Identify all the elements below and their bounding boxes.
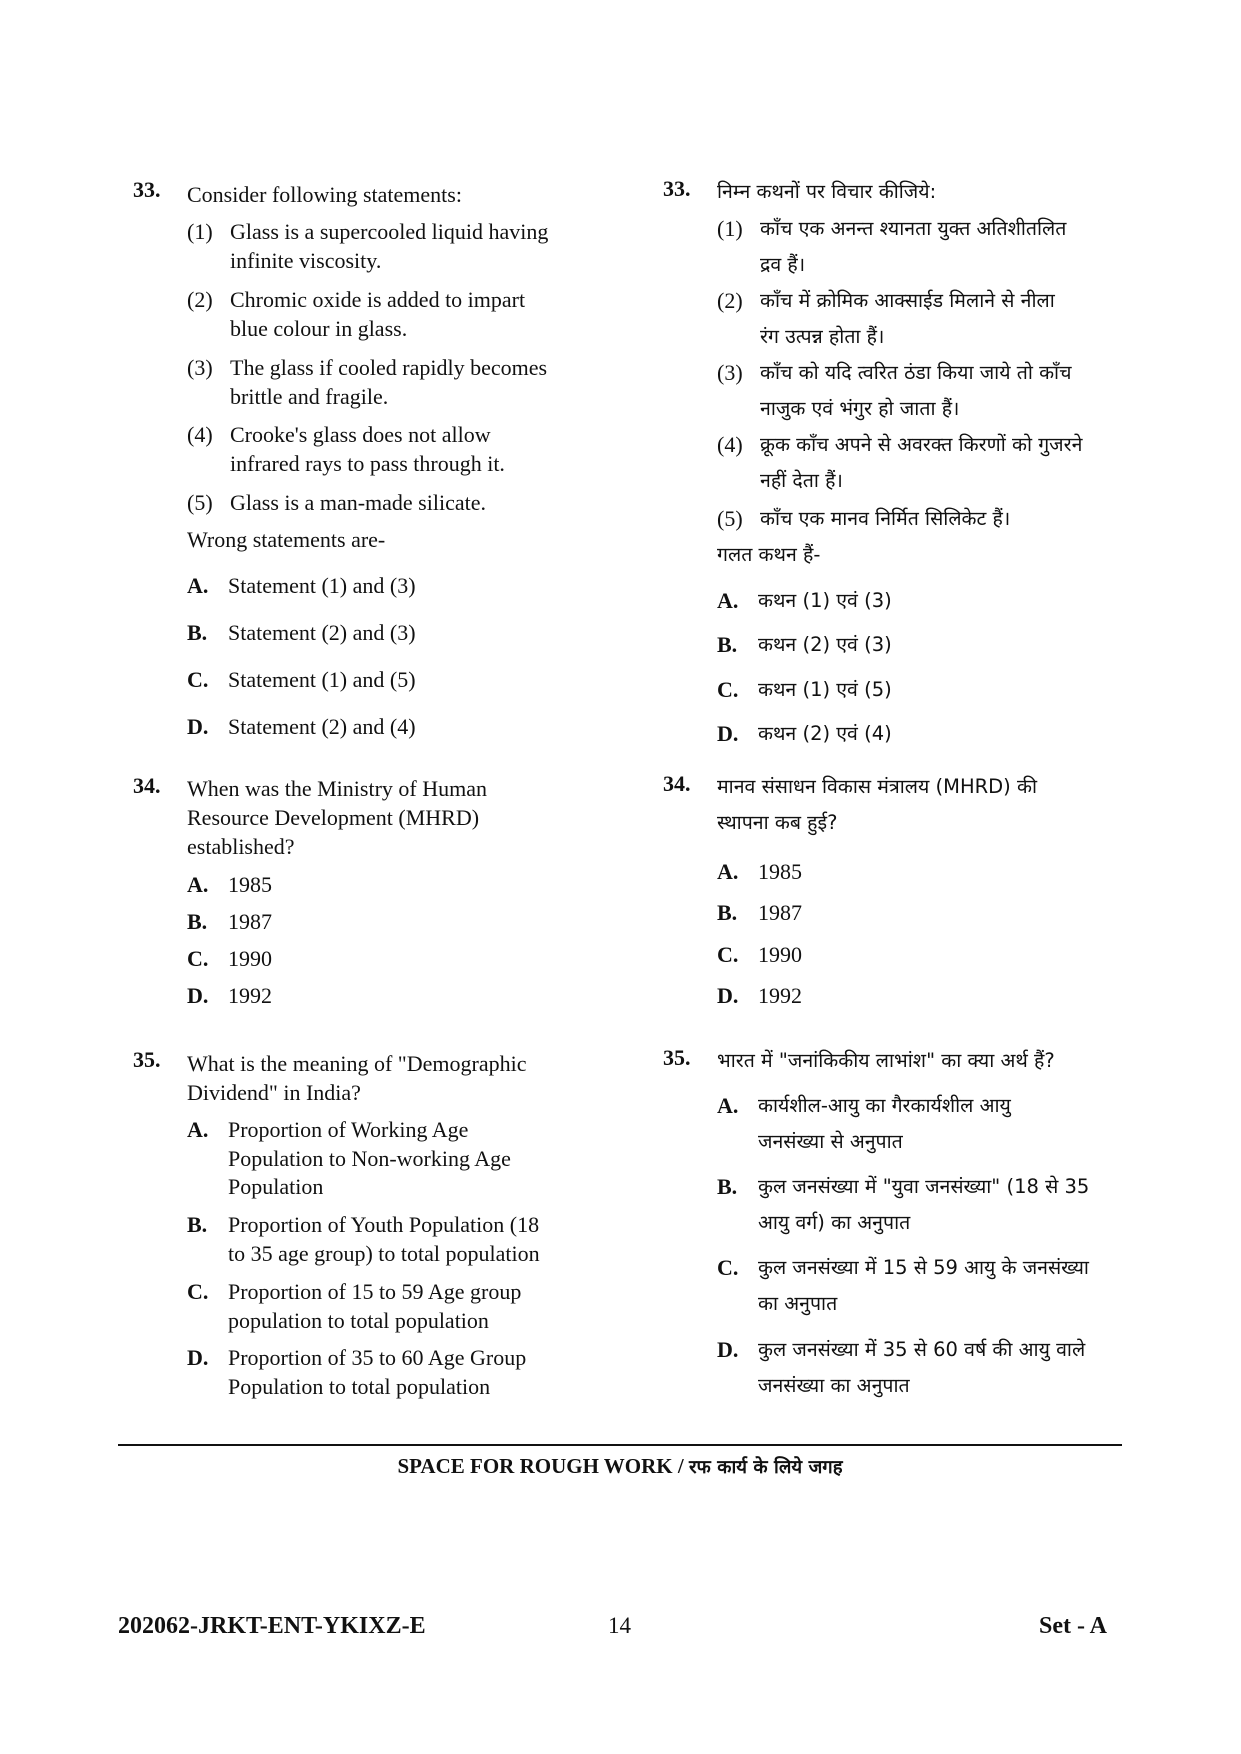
- q33-hi-option-d-key: D.: [717, 721, 739, 746]
- q34-en-line1: When was the Ministry of Human: [187, 776, 487, 801]
- q33-hi-option-d: कथन (2) एवं (4): [758, 722, 892, 745]
- q35-number: 35.: [133, 1047, 161, 1072]
- q33-en-option-d-key: D.: [187, 714, 209, 739]
- q33-number: 33.: [133, 177, 161, 202]
- q35-en-line2: Dividend" in India?: [187, 1080, 361, 1105]
- rough-work-label: [118, 1454, 1122, 1479]
- q33-en-s3-l1: The glass if cooled rapidly becomes: [230, 355, 548, 380]
- q35-en-option-d-l1: Proportion of 35 to 60 Age Group: [228, 1345, 527, 1370]
- q33-en-s3-l2: brittle and fragile.: [230, 384, 389, 409]
- q35-en-option-b-l2: to 35 age group) to total population: [228, 1241, 540, 1266]
- q33-hi-s4-l2: नहीं देता हैं।: [760, 469, 843, 492]
- q35-hi-option-d-key: D.: [717, 1337, 739, 1362]
- q35-hi-option-d-l1: कुल जनसंख्या में 35 से 60 वर्ष की आयु वाले: [758, 1338, 1086, 1361]
- q35-en-option-a-key: A.: [187, 1117, 209, 1142]
- q33-en-option-d: Statement (2) and (4): [228, 714, 416, 739]
- rough-work-en: SPACE FOR ROUGH WORK /: [397, 1454, 689, 1478]
- q35-hi-option-b-l2: आयु वर्ग) का अनुपात: [758, 1211, 911, 1234]
- q33-hi-s2-num: (2): [717, 288, 743, 313]
- q33-en-s5-l1: Glass is a man-made silicate.: [230, 490, 486, 515]
- q34-hi-option-c: 1990: [758, 942, 802, 967]
- q33-en-s4-l1: Crooke's glass does not allow: [230, 422, 491, 447]
- q33-en-option-a: Statement (1) and (3): [228, 573, 416, 598]
- q34-number: 34.: [133, 773, 161, 798]
- q35-hi-line1: भारत में "जनांकिकीय लाभांश" का क्या अर्थ हैं?: [717, 1049, 1055, 1072]
- q35-en-option-c-l1: Proportion of 15 to 59 Age group: [228, 1279, 522, 1304]
- q35-hi-option-b-l1: कुल जनसंख्या में "युवा जनसंख्या" (18 से 35: [758, 1175, 1090, 1198]
- q35-en-option-d-key: D.: [187, 1345, 209, 1370]
- q35-en-line1: What is the meaning of "Demographic: [187, 1051, 527, 1076]
- q33-en-s3-num: (3): [187, 355, 213, 380]
- q33-hi-s3-l2: नाजुक एवं भंगुर हो जाता हैं।: [760, 397, 960, 420]
- q33-en-s2-l2: blue colour in glass.: [230, 316, 408, 341]
- q34-en-line3: established?: [187, 834, 295, 859]
- q33-en-s2-num: (2): [187, 287, 213, 312]
- q33-en-s1-l2: infinite viscosity.: [230, 248, 382, 273]
- rough-work-divider: [118, 1444, 1122, 1446]
- q34-en-option-b-key: B.: [187, 909, 208, 934]
- q35-en-option-b-key: B.: [187, 1212, 208, 1237]
- q33-hi-s1-l2: द्रव हैं।: [760, 253, 806, 276]
- q33-en-s5-num: (5): [187, 490, 213, 515]
- q33-hi-option-b: कथन (2) एवं (3): [758, 633, 892, 656]
- q33-en-s2-l1: Chromic oxide is added to impart: [230, 287, 526, 312]
- q33-prompt-en: Wrong statements are-: [187, 527, 386, 552]
- q34-en-option-d: 1992: [228, 983, 272, 1008]
- q35-en-option-a-l1: Proportion of Working Age: [228, 1117, 469, 1142]
- footer-page-number: 14: [608, 1613, 631, 1638]
- q35-hi-option-a-l1: कार्यशील-आयु का गैरकार्यशील आयु: [758, 1094, 1011, 1117]
- q35-hi-option-d-l2: जनसंख्या का अनुपात: [758, 1374, 910, 1397]
- q33-hi-option-a: कथन (1) एवं (3): [758, 589, 892, 612]
- q34-hi-option-d-key: D.: [717, 983, 739, 1008]
- q33-hi-option-c: कथन (1) एवं (5): [758, 678, 892, 701]
- q34-en-option-a: 1985: [228, 872, 272, 897]
- q34-en-option-b: 1987: [228, 909, 272, 934]
- q35-en-option-d-l2: Population to total population: [228, 1374, 491, 1399]
- q34-number-hi: 34.: [663, 771, 691, 796]
- q33-hi-s4-num: (4): [717, 432, 743, 457]
- q34-en-option-c-key: C.: [187, 946, 209, 971]
- q35-number-hi: 35.: [663, 1045, 691, 1070]
- q33-hi-option-c-key: C.: [717, 677, 739, 702]
- q35-en-option-c-l2: population to total population: [228, 1308, 489, 1333]
- q34-en-option-a-key: A.: [187, 872, 209, 897]
- rough-work-hi: रफ कार्य के लिये जगह: [688, 1457, 843, 1478]
- q35-hi-option-b-key: B.: [717, 1174, 738, 1199]
- q33-hi-s3-num: (3): [717, 360, 743, 385]
- q35-en-option-a-l3: Population: [228, 1174, 324, 1199]
- q33-hi-s2-l2: रंग उत्पन्न होता हैं।: [760, 325, 885, 348]
- q34-hi-line2: स्थापना कब हुई?: [717, 811, 838, 834]
- q33-hi-s4-l1: क्रूक काँच अपने से अवरक्त किरणों को गुजरने: [760, 433, 1083, 456]
- q35-hi-option-a-l2: जनसंख्या से अनुपात: [758, 1130, 903, 1153]
- q35-hi-option-c-l1: कुल जनसंख्या में 15 से 59 आयु के जनसंख्या: [758, 1256, 1089, 1279]
- q33-prompt-hi: गलत कथन हैं-: [717, 543, 821, 566]
- q34-hi-option-d: 1992: [758, 983, 802, 1008]
- q34-hi-option-b: 1987: [758, 900, 802, 925]
- q33-en-option-a-key: A.: [187, 573, 209, 598]
- q33-hi-option-b-key: B.: [717, 632, 738, 657]
- q33-en-option-b: Statement (2) and (3): [228, 620, 416, 645]
- q33-stem-en: Consider following statements:: [187, 182, 462, 207]
- q34-en-option-c: 1990: [228, 946, 272, 971]
- footer-paper-code: 202062-JRKT-ENT-YKIXZ-E: [118, 1613, 426, 1639]
- q33-en-option-b-key: B.: [187, 620, 208, 645]
- q33-stem-hi: निम्न कथनों पर विचार कीजिये:: [717, 180, 937, 203]
- q35-en-option-c-key: C.: [187, 1279, 209, 1304]
- q35-hi-option-c-key: C.: [717, 1255, 739, 1280]
- q35-en-option-a-l2: Population to Non-working Age: [228, 1146, 511, 1171]
- q33-hi-s5-l1: काँच एक मानव निर्मित सिलिकेट हैं।: [760, 507, 1011, 530]
- q34-hi-line1: मानव संसाधन विकास मंत्रालय (MHRD) की: [717, 775, 1037, 798]
- q34-hi-option-a: 1985: [758, 859, 802, 884]
- q33-hi-s2-l1: काँच में क्रोमिक आक्साईड मिलाने से नीला: [760, 289, 1055, 312]
- q35-hi-option-a-key: A.: [717, 1093, 739, 1118]
- q33-hi-option-a-key: A.: [717, 588, 739, 613]
- q33-hi-s1-num: (1): [717, 216, 743, 241]
- q35-hi-option-c-l2: का अनुपात: [758, 1292, 838, 1315]
- q33-en-s4-num: (4): [187, 422, 213, 447]
- q33-hi-s5-num: (5): [717, 506, 743, 531]
- q34-hi-option-a-key: A.: [717, 859, 739, 884]
- q34-hi-option-c-key: C.: [717, 942, 739, 967]
- q33-en-s4-l2: infrared rays to pass through it.: [230, 451, 505, 476]
- q33-hi-s1-l1: काँच एक अनन्त श्यानता युक्त अतिशीतलित: [760, 217, 1067, 240]
- q33-en-s1-l1: Glass is a supercooled liquid having: [230, 219, 549, 244]
- q33-en-option-c: Statement (1) and (5): [228, 667, 416, 692]
- q35-en-option-b-l1: Proportion of Youth Population (18: [228, 1212, 540, 1237]
- q33-hi-s3-l1: काँच को यदि त्वरित ठंडा किया जाये तो काँच: [760, 361, 1072, 384]
- q33-en-option-c-key: C.: [187, 667, 209, 692]
- q34-en-line2: Resource Development (MHRD): [187, 805, 480, 830]
- q34-en-option-d-key: D.: [187, 983, 209, 1008]
- footer-set: Set - A: [1039, 1613, 1107, 1639]
- q34-hi-option-b-key: B.: [717, 900, 738, 925]
- q33-number-hi: 33.: [663, 176, 691, 201]
- q33-en-s1-num: (1): [187, 219, 213, 244]
